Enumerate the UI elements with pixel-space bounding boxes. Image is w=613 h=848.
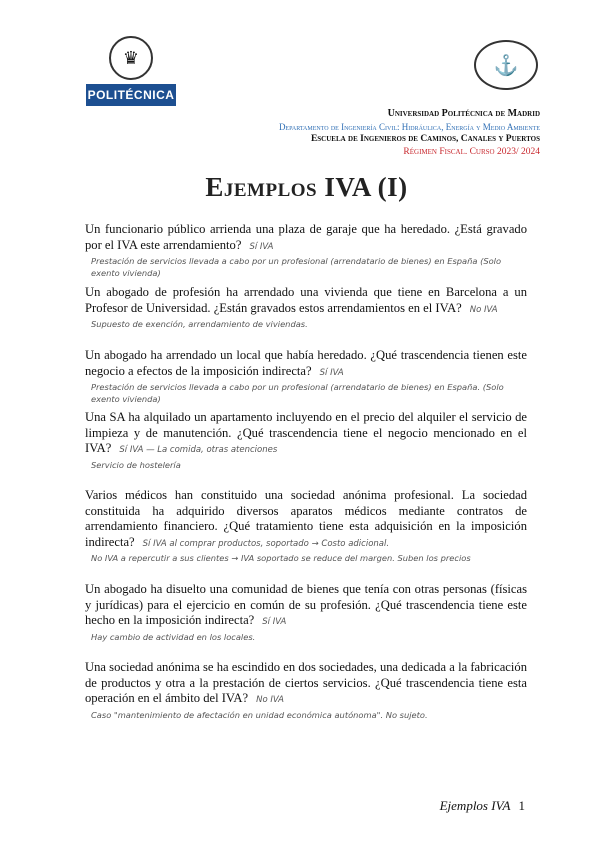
handwritten-notes: Supuesto de exención, arrendamiento de viviendas. (91, 319, 308, 330)
handwritten-notes: Prestación de servicios llevada a cabo por un profesional (arrendatario de bienes) en España (Solo exento vivienda) (91, 256, 502, 279)
handwritten-notes: No IVA a repercutir a sus clientes → IVA soportado se reduce del margen. Suben los precios (91, 553, 471, 564)
question-text: Un abogado ha arrendado un local que había heredado. ¿Qué trascendencia tienen este negocio a efectos de la imposición indirecta? (85, 348, 527, 378)
example-1 (85, 222, 527, 279)
example-4 (85, 410, 527, 471)
course-name: Régimen Fiscal. Curso 2023/ 2024 (403, 146, 540, 157)
handwritten-notes: Caso "mantenimiento de afectación en unidad económica autónoma". No sujeto. (91, 709, 428, 720)
question-text: Un abogado ha disuelto una comunidad de bienes que tenía con otras personas (físicas y jurídicas) para el ejercicio en común de su profesión. ¿Qué trascendencia tiene este hecho en la imposición indirecta? (85, 582, 527, 628)
handwritten-notes: Servicio de hostelería (91, 459, 181, 470)
handwritten-notes: Prestación de servicios llevada a cabo por un profesional (arrendatario de bienes) en España. (Solo exento vivienda) (91, 382, 504, 405)
crest-icon: ♛ (109, 36, 153, 80)
university-name: Universidad Politécnica de Madrid (387, 108, 540, 119)
question-text: Un abogado de profesión ha arrendado una vivienda que tiene en Barcelona a un Profesor de Universidad. ¿Están gravados estos arrendamientos en el IVA? (85, 285, 527, 315)
handwritten-answer: No IVA (469, 304, 498, 315)
school-seal-icon: ⚓ (474, 40, 538, 90)
handwritten-answer: Sí IVA al comprar productos, soportado → Costo adicional. (142, 538, 390, 549)
handwritten-notes: Hay cambio de actividad en los locales. (91, 631, 256, 642)
example-5 (85, 488, 527, 564)
footer-label: Ejemplos IVA (439, 798, 511, 813)
example-3 (85, 348, 527, 405)
page-footer (440, 798, 525, 814)
handwritten-answer: Sí IVA (319, 367, 344, 378)
question-text: Una SA ha alquilado un apartamento incluyendo en el precio del alquiler el servicio de limpieza y de manutención. ¿Qué trascendencia tiene el negocio mencionado en el IVA? (85, 410, 527, 456)
school-name: Escuela de Ingenieros de Caminos, Canales y Puertos (310, 134, 540, 144)
example-7 (85, 660, 527, 721)
question-text: Una sociedad anónima se ha escindido en dos sociedades, una dedicada a la fabricación de productos y otra a la prestación de ciertos servicios. ¿Qué trascendencia tiene esta operación en el ámbito del IVA? (85, 660, 527, 706)
handwritten-answer: No IVA (256, 695, 284, 706)
handwritten-answer: Sí IVA (249, 241, 274, 252)
handwritten-answer: Sí IVA — La comida, otras atenciones (119, 445, 278, 456)
brand-label: POLITÉCNICA (86, 84, 176, 106)
department-name: Departamento de Ingeniería Civil: Hidráulica, Energía y Medio Ambiente (278, 121, 540, 132)
page-title: Ejemplos IVA (I) (205, 172, 408, 202)
question-text: Un funcionario público arrienda una plaza de garaje que ha heredado. ¿Está gravado por el IVA este arrendamiento? (85, 222, 527, 252)
example-2 (85, 285, 527, 330)
question-text: Varios médicos han constituido una sociedad anónima profesional. La sociedad constituida ha adquirido diversos aparatos médicos mediante contratos de arrendamiento financiero. ¿Qué tratamiento tiene esta adquisición en la imposición indirecta? (85, 488, 527, 549)
document-header (279, 108, 540, 158)
handwritten-answer: Sí IVA (262, 617, 287, 628)
example-6 (85, 582, 527, 643)
page-number: 1 (518, 798, 525, 813)
upm-logo (86, 36, 176, 106)
